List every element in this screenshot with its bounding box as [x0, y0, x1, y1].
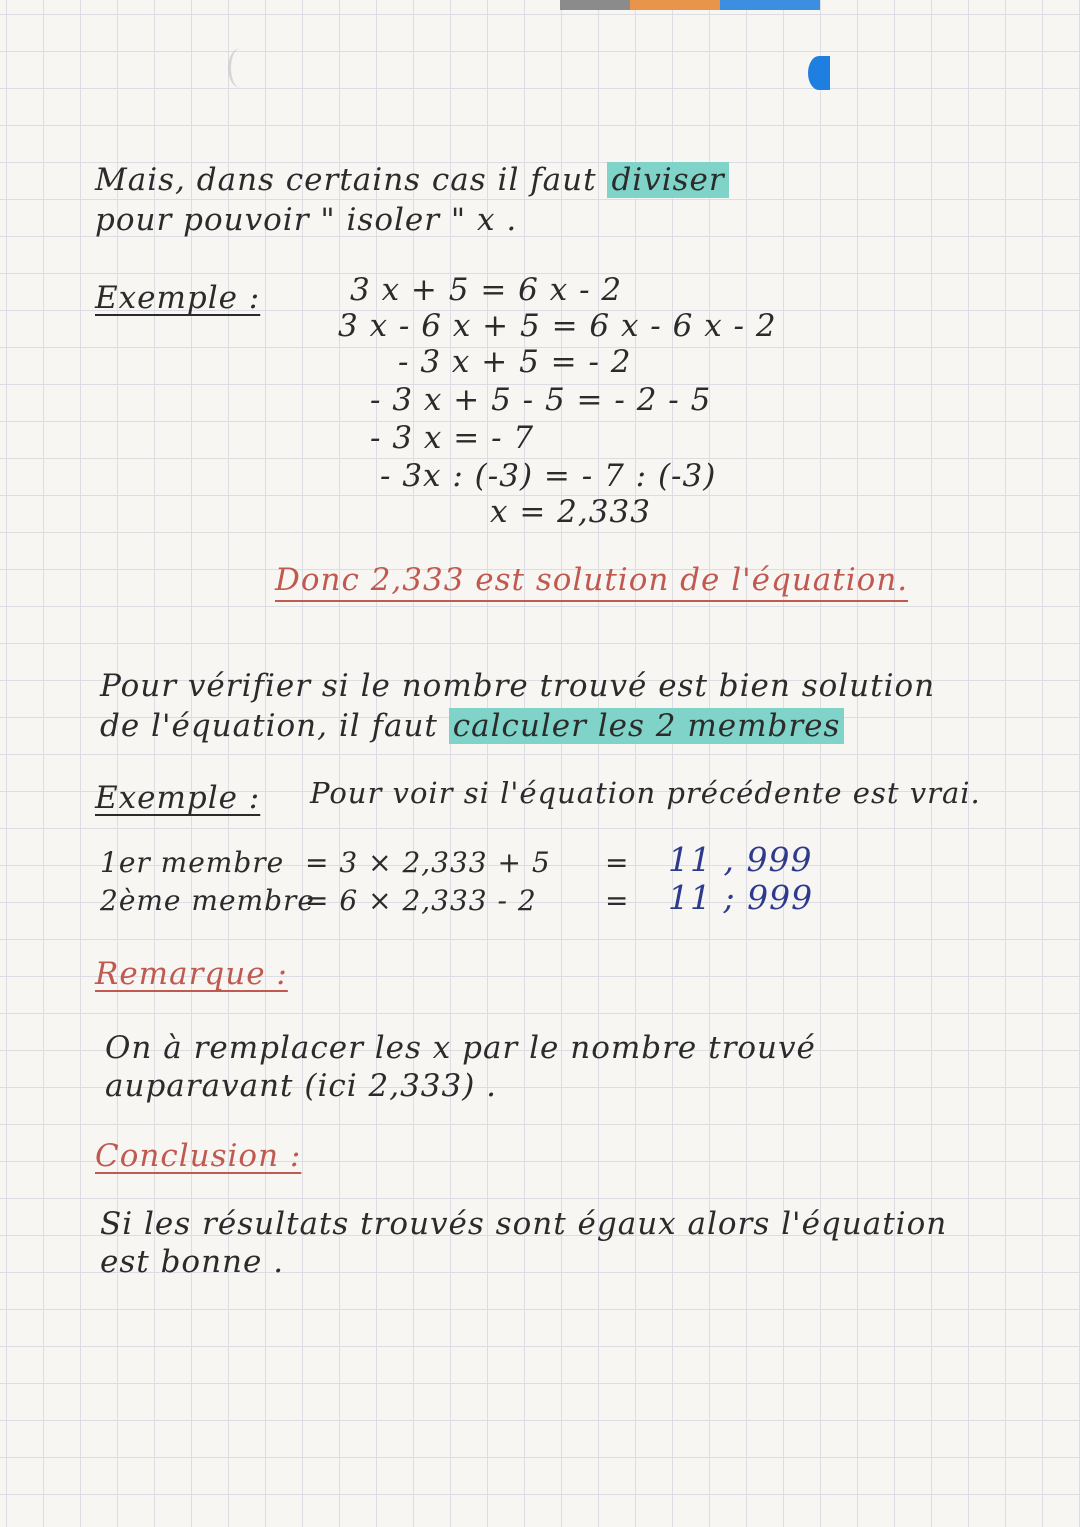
equation-step: 3 x + 5 = 6 x - 2 — [350, 272, 623, 308]
verify-line-1: Pour vérifier si le nombre trouvé est bien solution — [100, 668, 936, 704]
membre-label: 2ème membre — [100, 884, 315, 917]
highlight-calculer: calculer les 2 membres — [449, 708, 845, 744]
remarque-line-1: On à remplacer les x par le nombre trouvé — [105, 1030, 816, 1066]
top-tab-gray — [560, 0, 630, 10]
example2-label: Exemple : — [95, 780, 261, 816]
equation-step: - 3 x + 5 - 5 = - 2 - 5 — [370, 382, 712, 418]
equation-step: x = 2,333 — [490, 494, 651, 530]
highlight-diviser: diviser — [607, 162, 728, 198]
top-tab-orange — [630, 0, 720, 10]
membre-result: 11 ; 999 — [668, 878, 814, 917]
conclusion-line-1: Si les résultats trouvés sont égaux alors l'équation — [100, 1206, 948, 1242]
intro-line-2: pour pouvoir " isoler " x . — [95, 202, 518, 238]
verify-line-2 — [100, 708, 844, 744]
membre-expression: = 3 × 2,333 + 5 — [305, 846, 551, 879]
equation-step: - 3 x + 5 = - 2 — [398, 344, 632, 380]
example2-text: Pour voir si l'équation précédente est vrai. — [310, 776, 981, 810]
conclusion-line-2: est bonne . — [100, 1244, 285, 1280]
blue-tab-mark — [808, 56, 830, 90]
top-tab-blue — [720, 0, 820, 10]
example1-label: Exemple : — [95, 280, 261, 316]
membre-expression: = 6 × 2,333 - 2 — [305, 884, 537, 917]
membre-equals: = — [605, 884, 630, 917]
equation-step: - 3 x = - 7 — [370, 420, 535, 456]
example1-conclusion: Donc 2,333 est solution de l'équation. — [275, 562, 908, 602]
intro-line-1 — [95, 162, 729, 198]
verify-text: de l'équation, il faut — [100, 708, 449, 744]
membre-equals: = — [605, 846, 630, 879]
membre-result: 11 , 999 — [668, 840, 813, 879]
membre-label: 1er membre — [100, 846, 285, 879]
conclusion-title: Conclusion : — [95, 1138, 302, 1174]
binder-ring-mark — [228, 48, 253, 88]
equation-step: - 3x : (-3) = - 7 : (-3) — [380, 458, 717, 494]
remarque-line-2: auparavant (ici 2,333) . — [105, 1068, 498, 1104]
equation-step: 3 x - 6 x + 5 = 6 x - 6 x - 2 — [338, 308, 777, 344]
intro-text: Mais, dans certains cas il faut — [95, 162, 608, 198]
remarque-title: Remarque : — [95, 956, 288, 992]
